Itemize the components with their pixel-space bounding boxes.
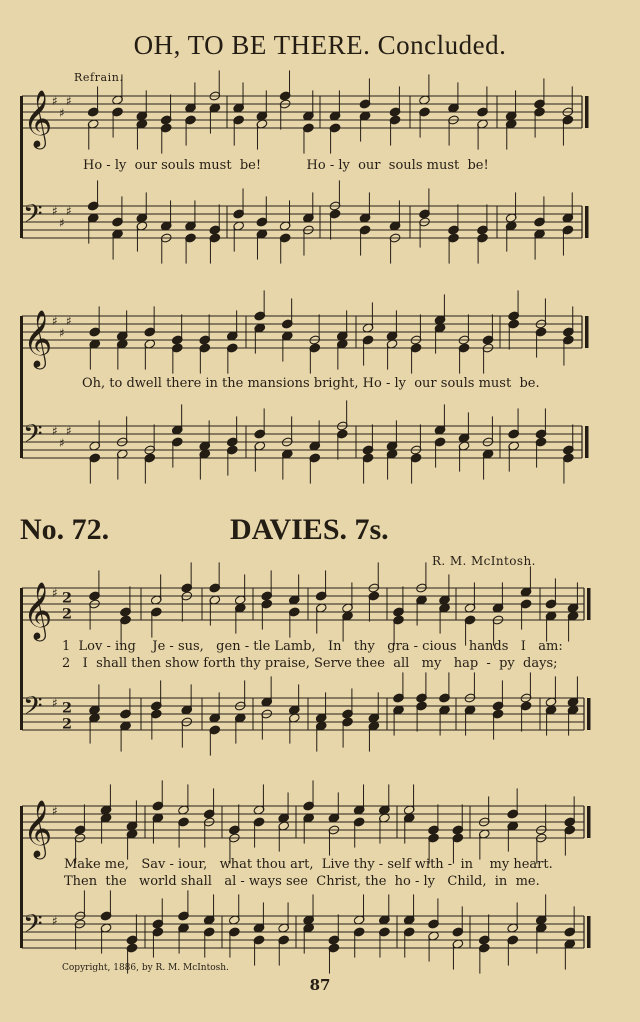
sharp-icon: ♯ <box>52 203 58 218</box>
verse1-line1: 1 Lov - ing Je - sus, gen - tle Lamb, In thy gra - cious hands I am: <box>62 639 563 654</box>
sharp-icon: ♯ <box>66 93 72 108</box>
final-bar-line <box>587 698 591 730</box>
treble-clef-icon: 𝄞 <box>23 89 53 148</box>
bass-clef-icon: 𝄢 <box>23 909 43 945</box>
hymn-title: DAVIES. 7s. <box>230 513 389 546</box>
sharp-icon: ♯ <box>59 215 65 230</box>
copyright-notice: Copyright, 1886, by R. M. McIntosh. <box>62 963 229 973</box>
verse2-line2: Then the world shall al - ways see Christ, the ho - ly Child, in me. <box>64 874 540 889</box>
final-bar-line <box>587 916 591 948</box>
sharp-icon: ♯ <box>66 423 72 438</box>
bass-clef-icon: 𝄢 <box>23 691 43 727</box>
treble-clef-icon: 𝄞 <box>23 799 53 858</box>
page-number: 87 <box>309 976 331 994</box>
sharp-icon: ♯ <box>59 105 65 120</box>
sharp-icon: ♯ <box>66 313 72 328</box>
verse1-line2: Make me, Sav - iour, what thou art, Live thy - self with - in my heart. <box>64 857 553 872</box>
sharp-icon: ♯ <box>52 803 58 818</box>
hymn-number: No. 72. <box>20 513 110 546</box>
lyric-line-1: Ho - ly our souls must be! Ho - ly our souls must be! <box>83 158 489 173</box>
sharp-icon: ♯ <box>52 93 58 108</box>
sharp-icon: ♯ <box>66 203 72 218</box>
verse2-line1: 2 I shall then show forth thy praise, Serve thee all my hap - py days; <box>62 656 558 671</box>
sharp-icon: ♯ <box>59 325 65 340</box>
sharp-icon: ♯ <box>52 585 58 600</box>
sharp-icon: ♯ <box>52 695 58 710</box>
bass-clef-icon: 𝄢 <box>23 419 43 455</box>
final-bar-line <box>587 806 591 838</box>
final-bar-line <box>585 316 589 348</box>
refrain-label: Refrain. <box>74 71 124 84</box>
final-bar-line <box>585 206 589 238</box>
page-title: OH, TO BE THERE. Concluded. <box>133 30 507 60</box>
time-signature-bottom: 2 <box>62 715 73 733</box>
composer-credit: R. M. McIntosh. <box>432 554 536 568</box>
treble-clef-icon: 𝄞 <box>23 581 53 640</box>
time-signature-bottom: 2 <box>62 605 73 623</box>
bass-clef-icon: 𝄢 <box>23 199 43 235</box>
sharp-icon: ♯ <box>52 423 58 438</box>
lyric-line-2: Oh, to dwell there in the mansions bright, Ho - ly our souls must be. <box>82 376 540 391</box>
final-bar-line <box>585 426 589 458</box>
treble-clef-icon: 𝄞 <box>23 309 53 368</box>
final-bar-line <box>585 96 589 128</box>
final-bar-line <box>587 588 591 620</box>
time-signature-top: 2 <box>62 589 73 607</box>
sharp-icon: ♯ <box>52 913 58 928</box>
sharp-icon: ♯ <box>52 313 58 328</box>
time-signature-top: 2 <box>62 699 73 717</box>
sharp-icon: ♯ <box>59 435 65 450</box>
